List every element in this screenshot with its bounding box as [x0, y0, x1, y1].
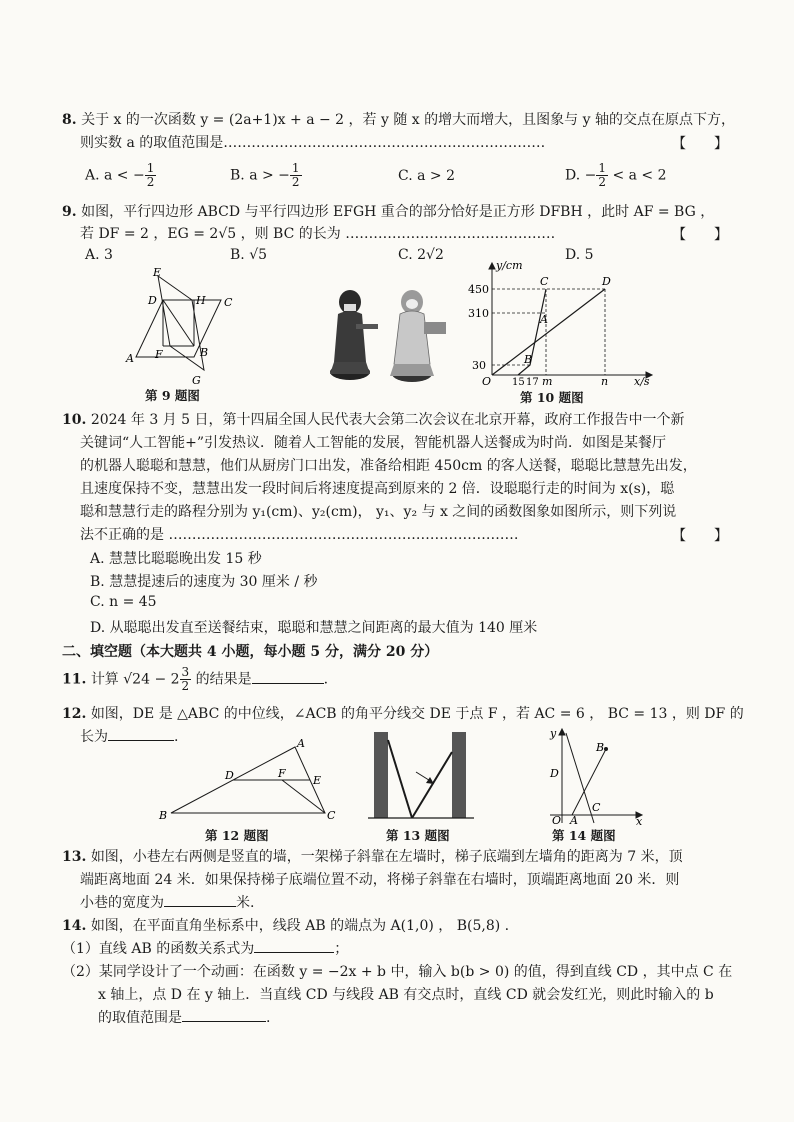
robot-congcong: [330, 290, 378, 380]
label-o: O: [552, 814, 562, 825]
q10-option-b: B. 慧慧提速后的速度为 30 厘米 / 秒: [90, 574, 318, 590]
label-b: B: [596, 741, 605, 754]
q11-number: 11.: [62, 671, 87, 688]
q13-text-2: 端距离地面 24 米．如果保持梯子底端位置不动，将梯子斜靠在右墙时，顶端距离地面 20 米．则: [80, 872, 680, 888]
q14-line1: [62, 916, 509, 936]
x-axis-label: x/s: [634, 375, 650, 387]
q13-text-1: 如图，小巷左右两侧是竖直的墙，一架梯子斜靠在左墙时，梯子底端到左墙角的距离为 7 米，顶: [90, 849, 683, 865]
q8-option-d: [565, 162, 667, 189]
segment-ab: [572, 749, 606, 815]
fraction-numerator: 1: [598, 161, 606, 175]
q14-part1-end: ；: [334, 941, 349, 957]
q9-number: 9.: [62, 204, 77, 220]
q14-part2-line3: [98, 1008, 270, 1028]
parallelogram-efgh: [158, 276, 204, 370]
q10-option-a: A. 慧慧比聪聪晚出发 15 秒: [90, 551, 262, 567]
label-d: D: [550, 767, 559, 780]
point-c-label: C: [540, 275, 549, 288]
label-a: A: [126, 352, 134, 365]
q14-part2-text: 的取值范围是: [98, 1010, 182, 1026]
diagonal-db: [163, 300, 194, 346]
q11-text-post: 的结果是: [191, 671, 252, 688]
q9-text-2: 若 DF = 2 ，EG = 2√5 ，则 BC 的长为 ………………………………………: [80, 226, 556, 242]
label-e: E: [313, 774, 322, 787]
q10-line1: [62, 410, 685, 430]
label-g: G: [192, 374, 201, 387]
ladder-right: [412, 752, 452, 818]
label-e: E: [153, 266, 162, 279]
tick-m: m: [542, 375, 553, 387]
tick-450: 450: [468, 283, 489, 296]
fraction-denominator: 2: [598, 175, 606, 189]
x-axis-label: x: [636, 815, 643, 825]
q13-text-3: 小巷的宽度为: [80, 895, 164, 911]
line-cd: [566, 733, 594, 823]
ladder-left: [388, 740, 412, 818]
q10-text-3: 的机器人聪聪和慧慧，他们从厨房门口出发，准备给相距 450cm 的客人送餐，聪聪比慧慧先出发，: [80, 458, 697, 474]
fraction-numerator: 1: [146, 161, 155, 175]
q10-text-2: 关键词“人工智能+”引发热议．随着人工智能的发展，智能机器人送餐成为时尚．如图是某餐厅: [80, 435, 667, 451]
q10-number: 10.: [62, 412, 87, 428]
q12-text-1: 如图，DE 是 △ABC 的中位线，∠ACB 的角平分线交 DE 于点 F ，若 AC = 6 ， BC = 13 ，则 DF 的: [90, 706, 744, 722]
tick-30: 30: [472, 359, 486, 372]
figure-12-caption: 第 12 题图: [205, 828, 269, 843]
q8-option-a: [85, 162, 156, 189]
origin-label: O: [482, 375, 492, 387]
tick-310: 310: [468, 307, 489, 320]
y-axis-arrow: [559, 729, 565, 735]
q8-option-a-fraction: [145, 162, 157, 189]
fraction-denominator: 2: [291, 175, 300, 189]
q11-line: 11. 计算 √24 − 2 $\frac{3}{2}$ 的结果是 .: [62, 665, 329, 693]
q10-option-c: C. n = 45: [90, 594, 157, 610]
q12-line2: 长为 .: [80, 729, 179, 745]
figure-13-caption: 第 13 题图: [386, 828, 450, 843]
q8-option-d-suffix: < a < 2: [608, 167, 667, 184]
fraction-numerator: 1: [291, 161, 300, 175]
q8-text-1: 关于 x 的一次函数 y = (2a+1)x + a − 2 ，若 y 随 x 的增大而增大，且图象与 y 轴的交点在原点下方，: [81, 112, 735, 128]
label-c: C: [327, 809, 336, 822]
q8-option-d-fraction: [596, 162, 608, 189]
arrow-head-icon: [426, 777, 434, 784]
q14-part2-line1: （2）某同学设计了一个动画：在函数 y = −2x + b 中，输入 b(b > 0) 的值，得到直线 CD ，其中点 C 在: [62, 964, 733, 980]
figure-10-graph: [460, 257, 660, 387]
figure-9-parallelograms: [118, 262, 238, 388]
label-d: D: [148, 294, 157, 307]
figure-9-caption: 第 9 题图: [145, 388, 200, 403]
figure-12-triangle: [155, 735, 345, 825]
label-f: F: [278, 767, 286, 780]
label-b: B: [200, 346, 209, 359]
q12-line1: [62, 704, 744, 724]
y-axis-arrow: [489, 263, 495, 269]
q8-option-b-fraction: [290, 162, 302, 189]
label-a: A: [570, 814, 578, 825]
q13-unit: 米.: [236, 895, 255, 911]
y-axis-label: y: [550, 727, 557, 740]
figure-10-caption: 第 10 题图: [520, 390, 584, 405]
q8-option-c: C. a > 2: [398, 168, 455, 184]
q13-line1: [62, 847, 683, 867]
point-b: [604, 747, 608, 751]
parallelogram-abcd: [136, 300, 221, 357]
q8-line2: [80, 133, 545, 153]
point-b-label: B: [524, 353, 533, 366]
q9-option-d: D. 5: [565, 247, 594, 263]
q8-answer-bracket: 【 】: [672, 136, 728, 152]
q8-option-b: [230, 162, 302, 189]
figure-14-caption: 第 14 题图: [552, 828, 616, 843]
q14-text-1: 如图，在平面直角坐标系中，线段 AB 的端点为 A(1,0) ， B(5,8) .: [90, 918, 510, 934]
left-wall: [374, 732, 388, 818]
figure-14-coordinate: [540, 725, 650, 825]
q10-answer-bracket: 【 】: [672, 528, 728, 544]
q14-part1-text: （1）直线 AB 的函数关系式为: [62, 941, 255, 957]
q11-text-pre: 计算 √24 − 2: [90, 671, 180, 688]
q11-fraction: [180, 666, 192, 693]
tick-n: n: [601, 375, 609, 387]
q14-part1-blank[interactable]: [254, 952, 334, 953]
q9-line1: [62, 202, 714, 222]
q12-text-2: 长为: [80, 729, 108, 745]
q8-text-2: 则实数 a 的取值范围是……………………………………………………………: [80, 135, 546, 151]
q11-answer-blank[interactable]: [252, 683, 324, 684]
q9-line2: [80, 224, 555, 244]
q10-text-1: 2024 年 3 月 5 日，第十四届全国人民代表大会第二次会议在北京开幕，政府工作报告中一个新: [90, 412, 685, 428]
label-a: A: [297, 737, 305, 750]
q8-option-d-prefix: D. −: [565, 167, 597, 184]
q8-number: 8.: [62, 112, 77, 128]
q14-part2-line2: x 轴上，点 D 在 y 轴上．当直线 CD 与线段 AB 有交点时，直线 CD 就会发红光，则此时输入的 b: [98, 987, 714, 1003]
tick-15: 15: [512, 377, 525, 387]
q9-option-a: A. 3: [85, 247, 113, 263]
q14-part2-blank[interactable]: [182, 1021, 266, 1022]
q9-option-b: B. √5: [230, 247, 268, 263]
q10-text-4: 且速度保持不变，慧慧出发一段时间后将速度提高到原来的 2 倍．设聪聪行走的时间为 x(s)，聪: [80, 481, 675, 497]
tick-17: 17: [526, 377, 539, 387]
section-2-title: 二、填空题（本大题共 4 小题，每小题 5 分，满分 20 分）: [62, 644, 439, 660]
q9-option-c: C. 2√2: [398, 247, 444, 263]
q12-number: 12.: [62, 706, 87, 722]
q8-option-a-text: A. a < −: [85, 167, 145, 184]
robots-illustration: [320, 282, 450, 388]
figure-13-alley: [368, 728, 478, 824]
q9-answer-bracket: 【 】: [672, 227, 728, 243]
q13-number: 13.: [62, 849, 87, 865]
label-c: C: [224, 296, 233, 309]
robot-huihui: [390, 290, 446, 382]
y-axis-label: y/cm: [496, 259, 523, 272]
right-wall: [452, 732, 466, 818]
q10-text-6: 法不正确的是 …………………………………………………………………: [80, 527, 519, 543]
label-f: F: [155, 348, 163, 361]
label-d: D: [225, 769, 234, 782]
line-y1: [492, 289, 605, 375]
q10-text-5: 聪和慧慧行走的路程分别为 y₁(cm)、y₂(cm)， y₁、y₂ 与 x 之间的函数图象如图所示，则下列说: [80, 504, 677, 520]
fraction-denominator: 2: [181, 679, 190, 693]
point-d-label: D: [602, 275, 611, 288]
label-b: B: [159, 809, 168, 822]
q13-answer-blank[interactable]: [164, 906, 236, 907]
q14-part2-end: .: [266, 1010, 271, 1026]
fraction-numerator: 3: [181, 665, 190, 679]
q10-option-d: D. 从聪聪出发直至送餐结束，聪聪和慧慧之间距离的最大值为 140 厘米: [90, 620, 538, 636]
point-a-label: A: [540, 313, 548, 326]
label-c: C: [592, 801, 601, 814]
q14-number: 14.: [62, 918, 87, 934]
label-h: H: [196, 294, 206, 307]
q8-line1: [62, 110, 735, 130]
q8-option-b-text: B. a > −: [230, 167, 290, 184]
fraction-denominator: 2: [146, 175, 155, 189]
q9-text-1: 如图，平行四边形 ABCD 与平行四边形 EFGH 重合的部分恰好是正方形 DFBH ，此时 AF = BG ，: [81, 204, 715, 220]
q13-line3: [80, 893, 254, 913]
q14-part1: [62, 939, 348, 959]
